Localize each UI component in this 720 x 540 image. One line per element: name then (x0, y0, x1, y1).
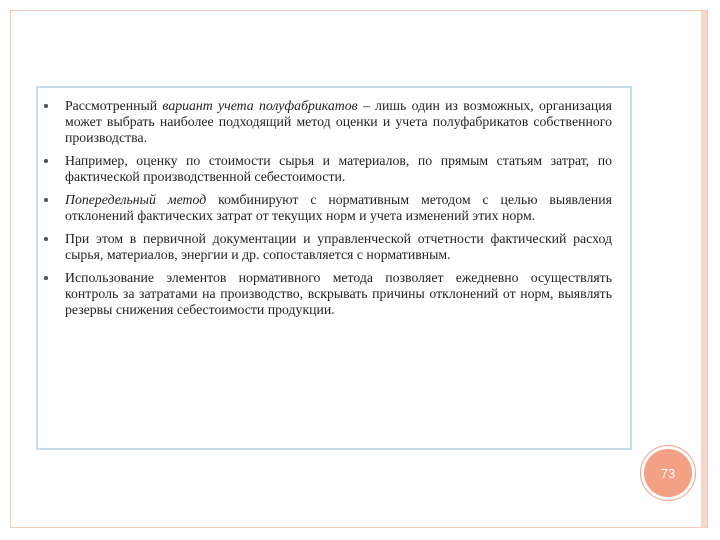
bullet-text: комбинируют с нормативным методом с целью выявления отклонений фактических затрат от текущих норм и учета изменений этих норм. (65, 192, 612, 223)
bullet-item (38, 98, 630, 146)
bullet-item (38, 153, 630, 185)
page-number: 73 (660, 465, 676, 481)
bullet-text: Например, оценку по стоимости сырья и материалов, по прямым статьям затрат, по фактической производственной себестоимости. (65, 153, 612, 184)
bullet-list (38, 98, 630, 325)
bullet-text: – лишь один из возможных, организация может выбрать наиболее подходящий метод оценки и учета полуфабрикатов собственного производства. (65, 98, 612, 145)
bullet-item (38, 192, 630, 224)
bullet-item (38, 270, 630, 318)
bullet-item (38, 231, 630, 263)
bullet-dot-icon (44, 159, 48, 163)
bullet-text-italic: Попередельный метод (65, 192, 207, 207)
bullet-text: Использование элементов нормативного метода позволяет ежедневно осуществлять контроль за затратами на производство, вскрывать причины отклонений от норм, выявлять резервы снижения себестоимости продукции. (65, 270, 612, 317)
content-box (36, 86, 632, 450)
slide-frame-accent (701, 11, 707, 527)
bullet-dot-icon (44, 104, 48, 108)
bullet-dot-icon (44, 198, 48, 202)
page-number-badge (641, 446, 695, 500)
bullet-text: Рассмотренный (65, 98, 163, 113)
bullet-dot-icon (44, 276, 48, 280)
bullet-text: При этом в первичной документации и управленческой отчетности фактический расход сырья, материалов, энергии и др. сопоставляется с нормативным. (65, 231, 612, 262)
bullet-dot-icon (44, 237, 48, 241)
bullet-text-italic: вариант учета полуфабрикатов (162, 98, 358, 113)
